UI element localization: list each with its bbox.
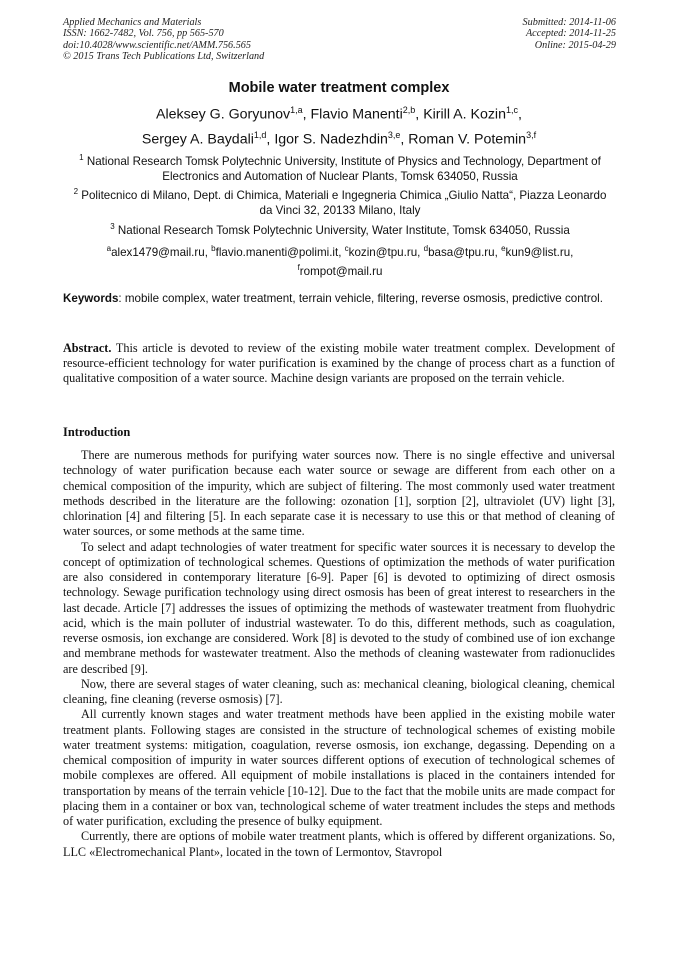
email-link: flavio.manenti@polimi.it: [215, 245, 339, 259]
author-line-1: Aleksey G. Goryunov$^{1,a}$, Flavio Manenti$^{2,b}$, Kirill A. Kozin$^{1,c}$,: [156, 105, 522, 123]
abstract: [63, 341, 615, 387]
abstract-text: This article is devoted to review of the existing mobile water treatment complex. Development of resource-efficient technology for water purification is examined by the change of process chart as a function of qualitative composition of a water source. Machine design variants are proposed on the terrain vehicle.: [63, 341, 615, 386]
paper-title: Mobile water treatment complex: [228, 80, 450, 96]
email-link: basa@tpu.ru: [428, 245, 495, 259]
author-affil-sup: 1,d: [253, 129, 267, 140]
keywords: [63, 292, 615, 307]
journal-issn: ISSN: 1662-7482, Vol. 756, pp 565-570: [63, 28, 224, 40]
author-name: Igor S. Nadezhdin: [274, 131, 388, 148]
paragraph: Now, there are several stages of water cleaning, such as: mechanical cleaning, biological cleaning, chemical cleaning, fine cleaning (reverse osmosis) [7].: [63, 676, 615, 706]
author-emails: $^a$alex1479@mail.ru, $^b$flavio.manenti@polimi.it, $^c$kozin@tpu.ru, $^d$basa@tpu.ru, $^e$kun9@list.ru, $^f$rompot@mail.ru: [106, 244, 574, 278]
author-name: Flavio Manenti: [310, 106, 403, 123]
email-link: kozin@tpu.ru: [348, 245, 418, 259]
email-link: rompot@mail.ru: [299, 264, 383, 278]
author-affil-sup: 1,c: [505, 105, 518, 115]
journal-name: Applied Mechanics and Materials: [63, 17, 202, 28]
journal-doi: doi:10.4028/www.scientific.net/AMM.756.565: [63, 39, 251, 51]
section-heading: Introduction: [63, 425, 131, 439]
author-name: Aleksey G. Goryunov: [156, 106, 291, 123]
author-name: Roman V. Potemin: [408, 131, 527, 148]
author-list: [0, 100, 678, 149]
paragraph: There are numerous methods for purifying water sources now. There is no single effective and universal technology of water purification because each water source or sewage are different from each other on a chemical composition of the impurity, which are subject of filtering. The most commonly used water treatment methods described in the literature are the following: ozonation [1], sorption [2], ultraviolet (UV) light [3], chlorination [4] and filtering [5]. In each separate case it is necessary to use this or that method of cleaning of water sources, or some methods at the same time.: [63, 448, 615, 539]
keywords-label: Keywords: [63, 292, 119, 305]
keywords-text: : mobile complex, water treatment, terrain vehicle, filtering, reverse osmosis, predictive control.: [118, 292, 603, 305]
paragraph: All currently known stages and water treatment methods have been applied in the existing mobile water treatment plants. Following stages are consisted in the structure of technological schemes of existing mobile water treatment systems: mitigation, coagulation, reverse osmosis, ion exchange, degassing. Depending on a chemical composition of impurity in water sources different options of execution of technological schemes of mobile complexes are offered. All equipment of mobile installations is placed in the containers intended for transportation by means of the terrain vehicle [10-12]. Due to the fact that the mobile units are made compact for placing them in a container or box van, technological scheme of water treatment includes the steps and methods of water purification, excluding the presence of bulky equipment.: [63, 707, 615, 828]
paragraph: Currently, there are options of mobile water treatment plants, which is offered by different organizations. So, LLC «Electromechanical Plant», located in the town of Lermontov, Stavropol: [63, 829, 615, 859]
author-affil-sup: 2,b: [402, 105, 416, 115]
affiliation-2: $^2$ Politecnico di Milano, Dept. di Chimica, Materiali e Ingegneria Chimica „Giulio Natta“, Piazza Leonardo da Vinci 32, 20133 Milano, Italy: [73, 187, 607, 217]
accepted-date: Accepted: 2014-11-25: [525, 28, 616, 40]
submission-dates: [523, 17, 616, 51]
email-link: alex1479@mail.ru: [111, 245, 205, 259]
author-name: Kirill A. Kozin: [423, 106, 506, 123]
affiliation-1: $^1$ National Research Tomsk Polytechnic University, Institute of Physics and Technology, Department of Electronics and Automation of Nuclear Plants, Tomsk 634050, Russia: [79, 153, 601, 183]
journal-info: [63, 17, 264, 63]
journal-copyright: © 2015 Trans Tech Publications Ltd, Switzerland: [63, 51, 265, 63]
affiliation-3: $^3$ National Research Tomsk Polytechnic University, Water Institute, Tomsk 634050, Russia: [110, 222, 570, 237]
abstract-label: Abstract.: [63, 341, 112, 355]
author-affil-sup: 3,f: [526, 129, 537, 140]
online-date: Online: 2015-04-29: [534, 39, 616, 51]
author-affil-sup: 1,a: [290, 105, 303, 115]
author-line-2: Sergey A. Baydali$^{1,d}$, Igor S. Nadezhdin$^{3,e}$, Roman V. Potemin$^{3,f}$: [141, 129, 537, 148]
author-name: Sergey A. Baydali: [141, 131, 254, 148]
email-link: kun9@list.ru: [505, 245, 571, 259]
submitted-date: Submitted: 2014-11-06: [522, 17, 616, 28]
body-text: [63, 448, 615, 860]
author-affil-sup: 3,e: [387, 129, 401, 140]
paragraph: To select and adapt technologies of water treatment for specific water sources it is necessary to develop the concept of optimization of technological schemes. Questions of optimization the methods of water purification are also considered in contemporary literature [6-9]. Paper [6] is devoted to optimizing of direct osmosis technology. Sewage purification technology using direct osmosis has been of great interest to researchers in the last decade. Article [7] addresses the issues of optimizing the methods of wastewater treatment from fluohydric acid, which is the main polluter of industrial wastewater. To do this, different methods, such as coagulation, reverse osmosis, ion exchange are considered. Work [8] is devoted to the study of combined use of ion exchange and membrane methods for wastewater treatment. Also the methods of cleaning wastewater from radionuclides are described [9].: [63, 539, 615, 676]
